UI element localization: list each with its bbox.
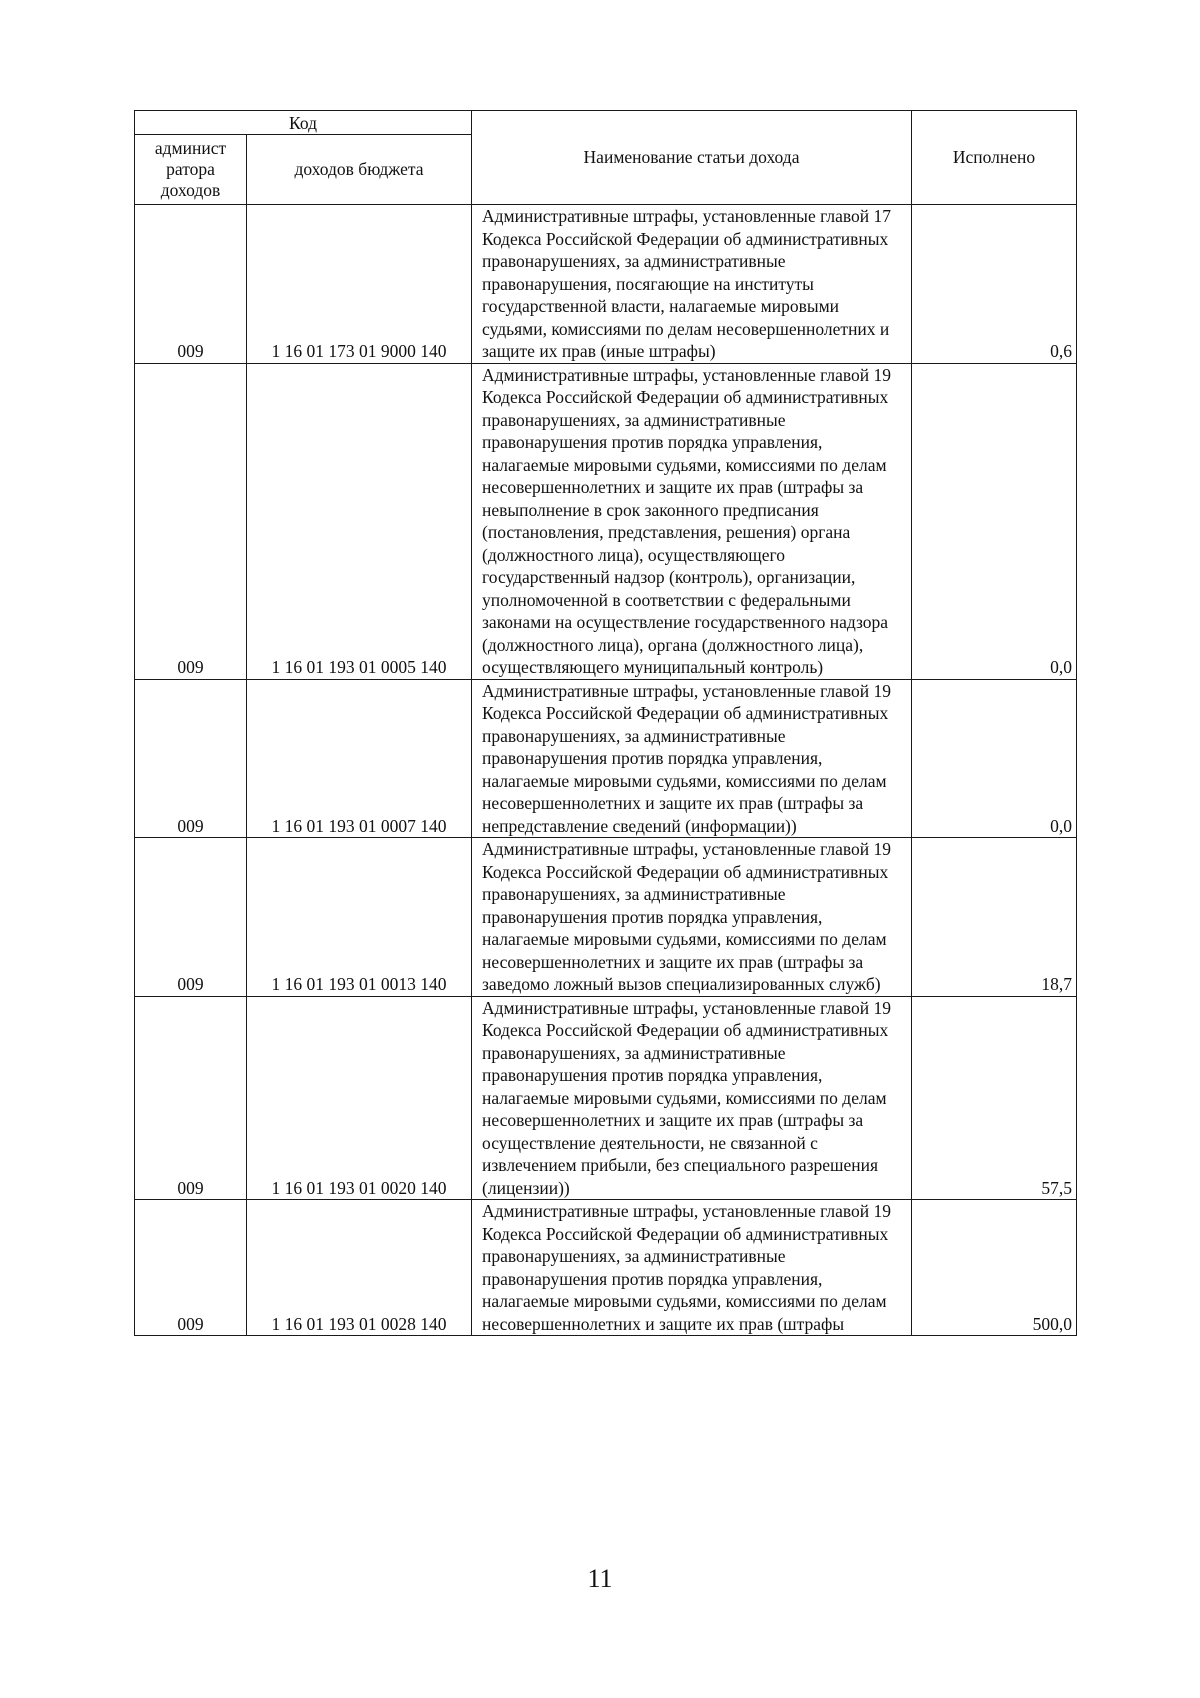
revenue-name-cell: Административные штрафы, установленные главой 19 Кодекса Российской Федерации об административных правонарушениях, за административные правонарушения против порядка управления, налагаемые мировыми судьями, комиссиями по делам несовершеннолетних и защите их прав (штрафы за невыполнение в срок законного предписания (постановления, представления, решения) органа (должностного лица), осуществляющего государственный надзор (контроль), организации, уполномоченной в соответствии с федеральными законами на осуществление государственного надзора (должностного лица), органа (должностного лица), осуществляющего муниципальный контроль) bbox=[472, 363, 912, 679]
table-row bbox=[135, 996, 1077, 1200]
budget-code-cell: 1 16 01 193 01 0005 140 bbox=[247, 363, 472, 679]
table-row bbox=[135, 205, 1077, 364]
table-row bbox=[135, 838, 1077, 997]
revenue-name-cell: Административные штрафы, установленные главой 19 Кодекса Российской Федерации об административных правонарушениях, за административные правонарушения против порядка управления, налагаемые мировыми судьями, комиссиями по делам несовершеннолетних и защите их прав (штрафы за непредставление сведений (информации)) bbox=[472, 679, 912, 838]
admin-code-cell: 009 bbox=[135, 363, 247, 679]
revenue-name-cell: Административные штрафы, установленные главой 19 Кодекса Российской Федерации об административных правонарушениях, за административные правонарушения против порядка управления, налагаемые мировыми судьями, комиссиями по делам несовершеннолетних и защите их прав (штрафы bbox=[472, 1200, 912, 1336]
header-name-column: Наименование статьи дохода bbox=[472, 111, 912, 205]
executed-cell: 57,5 bbox=[912, 996, 1077, 1200]
budget-code-cell: 1 16 01 193 01 0007 140 bbox=[247, 679, 472, 838]
revenue-table-body bbox=[135, 111, 1077, 1336]
header-admin-line: ратора bbox=[166, 159, 215, 179]
executed-cell: 18,7 bbox=[912, 838, 1077, 997]
admin-code-cell: 009 bbox=[135, 1200, 247, 1336]
revenue-name-cell: Административные штрафы, установленные главой 19 Кодекса Российской Федерации об административных правонарушениях, за административные правонарушения против порядка управления, налагаемые мировыми судьями, комиссиями по делам несовершеннолетних и защите их прав (штрафы за осуществление деятельности, не связанной с извлечением прибыли, без специального разрешения (лицензии)) bbox=[472, 996, 912, 1200]
revenue-table bbox=[134, 110, 1077, 1336]
header-row-top bbox=[135, 111, 1077, 135]
header-admin-column bbox=[135, 135, 247, 205]
admin-code-cell: 009 bbox=[135, 205, 247, 364]
executed-cell: 0,0 bbox=[912, 679, 1077, 838]
budget-code-cell: 1 16 01 173 01 9000 140 bbox=[247, 205, 472, 364]
executed-cell: 0,6 bbox=[912, 205, 1077, 364]
admin-code-cell: 009 bbox=[135, 838, 247, 997]
header-kod: Код bbox=[135, 111, 472, 135]
admin-code-cell: 009 bbox=[135, 996, 247, 1200]
executed-cell: 0,0 bbox=[912, 363, 1077, 679]
executed-cell: 500,0 bbox=[912, 1200, 1077, 1336]
page-number: 11 bbox=[587, 1564, 613, 1593]
budget-code-cell: 1 16 01 193 01 0013 140 bbox=[247, 838, 472, 997]
header-admin-line: доходов bbox=[160, 180, 221, 200]
table-row bbox=[135, 363, 1077, 679]
revenue-name-cell: Административные штрафы, установленные главой 17 Кодекса Российской Федерации об административных правонарушениях, за административные правонарушения, посягающие на институты государственной власти, налагаемые мировыми судьями, комиссиями по делам несовершеннолетних и защите их прав (иные штрафы) bbox=[472, 205, 912, 364]
header-code-column: доходов бюджета bbox=[247, 135, 472, 205]
header-admin-line: админист bbox=[154, 138, 227, 158]
revenue-name-cell: Административные штрафы, установленные главой 19 Кодекса Российской Федерации об административных правонарушениях, за административные правонарушения против порядка управления, налагаемые мировыми судьями, комиссиями по делам несовершеннолетних и защите их прав (штрафы за заведомо ложный вызов специализированных служб) bbox=[472, 838, 912, 997]
budget-code-cell: 1 16 01 193 01 0020 140 bbox=[247, 996, 472, 1200]
admin-code-cell: 009 bbox=[135, 679, 247, 838]
table-row bbox=[135, 679, 1077, 838]
table-row bbox=[135, 1200, 1077, 1336]
header-executed-column: Исполнено bbox=[912, 111, 1077, 205]
budget-code-cell: 1 16 01 193 01 0028 140 bbox=[247, 1200, 472, 1336]
